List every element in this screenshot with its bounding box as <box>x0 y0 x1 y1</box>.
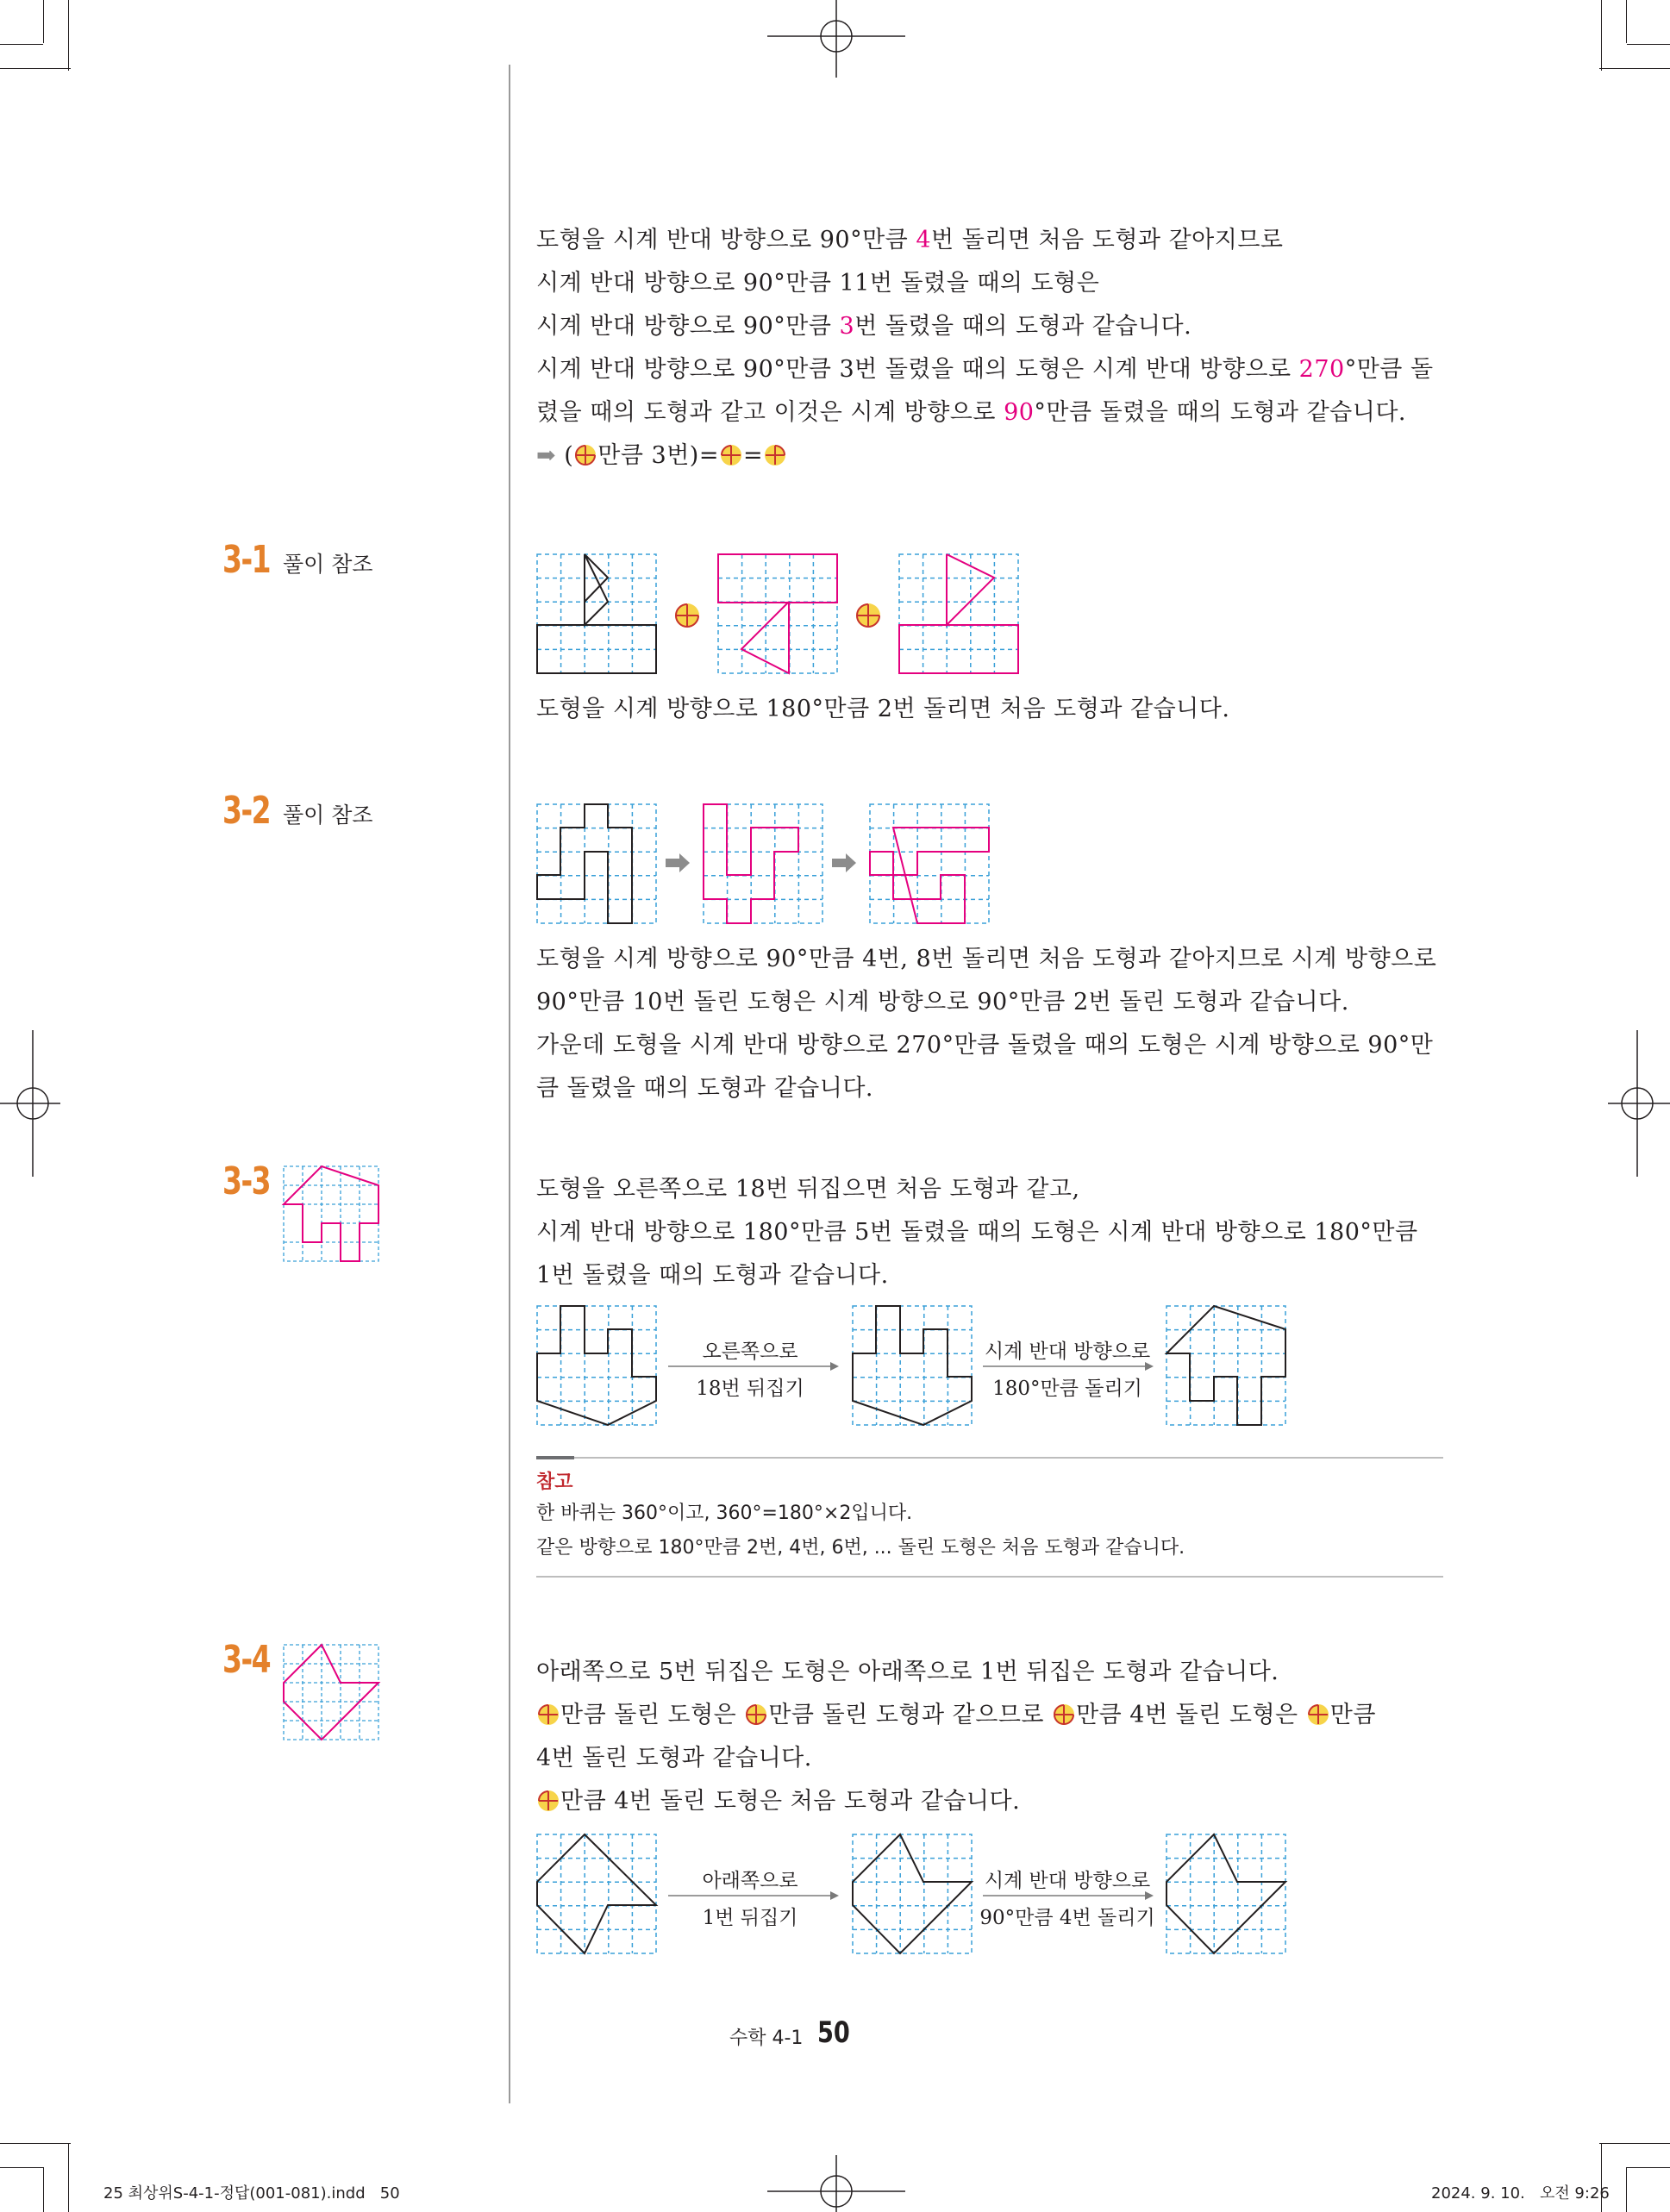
intro-line-4: 시계 반대 방향으로 90°만큼 3번 돌렸을 때의 도형은 시계 반대 방향으로 270°만큼 돌 <box>536 356 1434 383</box>
note-title: 참고 <box>536 1472 573 1493</box>
intro-line-1: 도형을 시계 반대 방향으로 90°만큼 4번 돌리면 처음 도형과 같아지므로 <box>536 227 1284 253</box>
problem-text-line: 아래쪽으로 5번 뒤집은 도형은 아래쪽으로 1번 뒤집은 도형과 같습니다. <box>536 1659 1279 1685</box>
problem-text-line: 가운데 도형을 시계 반대 방향으로 270°만큼 돌렸을 때의 도형은 시계 방향으로 90°만 <box>536 1032 1434 1059</box>
intro-line-2: 시계 반대 방향으로 90°만큼 11번 돌렸을 때의 도형은 <box>536 270 1100 297</box>
rotation-icon <box>1052 1703 1076 1727</box>
problem-number: 3-2 <box>222 789 271 833</box>
shape-grid <box>852 1305 973 1426</box>
step-label-bottom: 90°만큼 4번 돌리기 <box>979 1907 1155 1929</box>
shape-grid <box>898 553 1019 674</box>
rotation-icon <box>536 1703 560 1727</box>
problem-text: 도형을 시계 방향으로 180°만큼 2번 돌리면 처음 도형과 같습니다. <box>536 696 1230 722</box>
problem-text-line: 큼 돌렸을 때의 도형과 같습니다. <box>536 1075 873 1102</box>
step-label-top: 시계 반대 방향으로 <box>984 1340 1151 1363</box>
shape-grid <box>536 803 657 924</box>
note-line: 한 바퀴는 360°이고, 360°=180°×2입니다. <box>536 1503 913 1524</box>
problem-text-line: 도형을 시계 방향으로 90°만큼 4번, 8번 돌리면 처음 도형과 같아지므로 시계 방향으로 <box>536 946 1437 972</box>
intro-arrow-equation: ➡ ( 만큼 3번)= = <box>536 436 787 470</box>
rotation-icon <box>1306 1703 1330 1727</box>
problem-text-line: 1번 돌렸을 때의 도형과 같습니다. <box>536 1262 889 1289</box>
intro-line-5: 렸을 때의 도형과 같고 이것은 시계 방향으로 90°만큼 돌렸을 때의 도형과 같습니다. <box>536 399 1406 426</box>
problem-text-line: 4번 돌린 도형과 같습니다. <box>536 1745 812 1771</box>
arrow-right-icon <box>668 1361 841 1372</box>
rotation-icon <box>763 443 787 467</box>
footer-subject: 수학 4-1 <box>729 2028 804 2049</box>
note-line: 같은 방향으로 180°만큼 2번, 4번, 6번, ... 돌린 도형은 처음 도형과 같습니다. <box>536 1537 1185 1559</box>
arrow-right-icon <box>666 853 691 872</box>
shape-grid <box>1166 1834 1286 1954</box>
arrow-right-icon <box>983 1361 1155 1372</box>
problem-number: 3-4 <box>222 1638 271 1682</box>
shape-grid <box>536 553 657 674</box>
page-number: 50 <box>817 2015 850 2050</box>
problem-label: 풀이 참조 <box>283 803 373 828</box>
step-label-bottom: 180°만큼 돌리기 <box>992 1378 1142 1400</box>
shape-grid <box>852 1834 973 1954</box>
problem-text-line: 만큼 4번 돌린 도형은 처음 도형과 같습니다. <box>536 1782 1020 1815</box>
rotation-icon <box>536 1789 560 1813</box>
problem-text-line: 도형을 오른쪽으로 18번 뒤집으면 처음 도형과 같고, <box>536 1176 1080 1203</box>
step-label-top: 시계 반대 방향으로 <box>984 1870 1151 1892</box>
problem-text-line: 만큼 돌린 도형은 만큼 돌린 도형과 같으므로 만큼 4번 돌린 도형은 만큼 <box>536 1696 1376 1729</box>
problem-number: 3-1 <box>222 538 271 582</box>
step-label-bottom: 18번 뒤집기 <box>696 1378 804 1400</box>
shape-grid <box>1166 1305 1286 1426</box>
footer-file-name: 25 최상위S-4-1-정답(001-081).indd 50 <box>103 2184 400 2203</box>
arrow-right-icon: ➡ <box>536 442 557 469</box>
problem-number: 3-3 <box>222 1159 271 1203</box>
rotation-icon <box>854 601 883 630</box>
rotation-icon <box>573 443 597 467</box>
column-divider <box>509 65 510 2103</box>
shape-grid <box>869 803 990 924</box>
problem-text-line: 90°만큼 10번 돌린 도형은 시계 방향으로 90°만큼 2번 돌린 도형과 같습니다. <box>536 989 1349 1015</box>
shape-grid <box>283 1644 379 1740</box>
shape-grid <box>717 553 838 674</box>
step-label-top: 아래쪽으로 <box>702 1870 798 1892</box>
shape-grid <box>703 803 823 924</box>
problem-label: 풀이 참조 <box>283 552 373 577</box>
rotation-icon <box>672 601 702 630</box>
rotation-icon <box>744 1703 768 1727</box>
step-label-top: 오른쪽으로 <box>702 1340 798 1363</box>
arrow-right-icon <box>668 1890 841 1901</box>
shape-grid <box>536 1305 657 1426</box>
shape-grid <box>536 1834 657 1954</box>
step-label-bottom: 1번 뒤집기 <box>702 1907 798 1929</box>
problem-text-line: 시계 반대 방향으로 180°만큼 5번 돌렸을 때의 도형은 시계 반대 방향으로 180°만큼 <box>536 1219 1418 1246</box>
arrow-right-icon <box>832 853 858 872</box>
footer-timestamp: 2024. 9. 10. 오전 9:26 <box>1431 2184 1610 2203</box>
intro-line-3: 시계 반대 방향으로 90°만큼 3번 돌렸을 때의 도형과 같습니다. <box>536 313 1192 340</box>
rotation-icon <box>719 443 743 467</box>
arrow-right-icon <box>983 1890 1155 1901</box>
shape-grid <box>283 1165 379 1262</box>
